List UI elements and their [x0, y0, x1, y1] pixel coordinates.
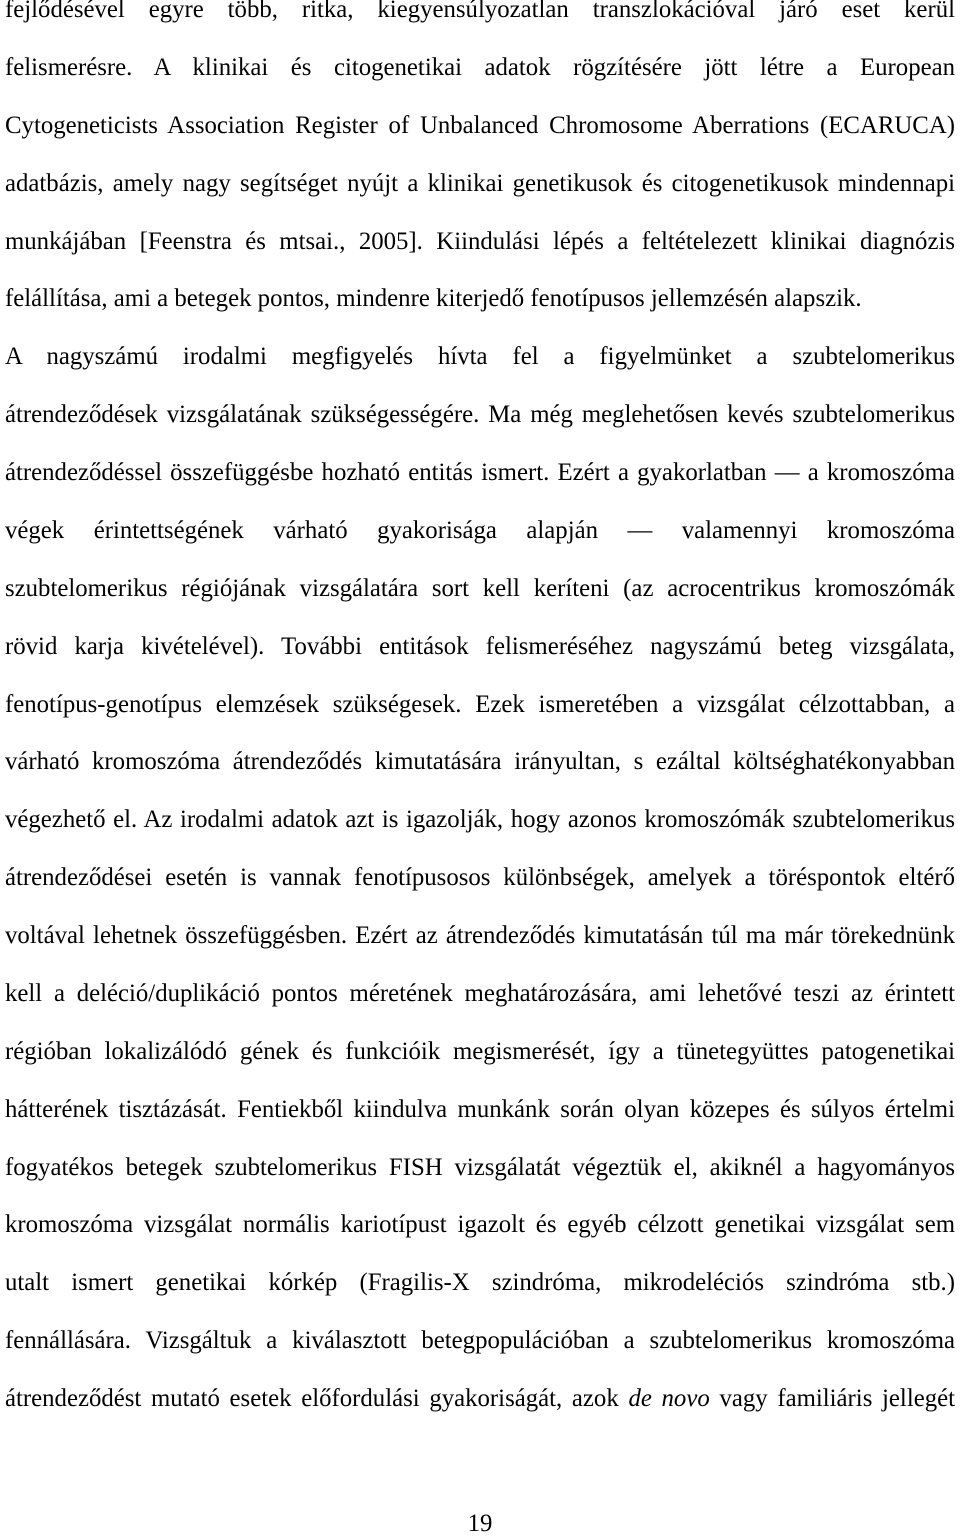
- italic-emphasis: de novo: [628, 1386, 710, 1412]
- text-line: végek érintettségének várható gyakorisága alapján — valamennyi kromoszóma: [5, 517, 955, 544]
- text-line: átrendeződései esetén is vannak fenotípusosos különbségek, amelyek a töréspontok eltérő: [5, 865, 955, 892]
- text-line: munkájában [Feenstra és mtsai., 2005]. Kiindulási lépés a feltételezett klinikai diagnózis: [5, 228, 955, 255]
- text-line: kromoszóma vizsgálat normális kariotípust igazolt és egyéb célzott genetikai vizsgálat sem: [5, 1212, 955, 1239]
- text-segment: vagy familiáris jellegét: [719, 1386, 955, 1412]
- text-line: fenotípus-genotípus elemzések szükségesek. Ezek ismeretében a vizsgálat célzottabban, a: [5, 691, 955, 718]
- text-line: utalt ismert genetikai kórkép (Fragilis-X szindróma, mikrodeléciós szindróma stb.): [5, 1270, 955, 1297]
- text-line: fejlődésével egyre több, ritka, kiegyensúlyozatlan transzlokációval járó eset kerül: [5, 0, 955, 23]
- text-line: fennállására. Vizsgáltuk a kiválasztott betegpopulációban a szubtelomerikus kromoszóma: [5, 1328, 955, 1355]
- text-line: A nagyszámú irodalmi megfigyelés hívta fel a figyelmünket a szubtelomerikus: [5, 344, 955, 371]
- text-line: végezhető el. Az irodalmi adatok azt is igazolják, hogy azonos kromoszómák szubtelomerikus: [5, 807, 955, 834]
- text-line: voltával lehetnek összefüggésben. Ezért az átrendeződés kimutatásán túl ma már törekednünk: [5, 923, 955, 949]
- text-line: [5, 1386, 955, 1444]
- text-line: felismerésre. A klinikai és citogenetikai adatok rögzítésére jött létre a European: [5, 54, 955, 81]
- page-number: 19: [467, 1510, 493, 1537]
- text-line: régióban lokalizálódó gének és funkcióik megismerését, így a tünetegyüttes patogenetikai: [5, 1038, 955, 1065]
- text-line: kell a deléció/duplikáció pontos méretének meghatározására, ami lehetővé teszi az érintett: [5, 980, 955, 1007]
- text-line: átrendeződéssel összefüggésbe hozható entitás ismert. Ezért a gyakorlatban — a kromoszóma: [5, 460, 955, 486]
- text-line: Cytogeneticists Association Register of Unbalanced Chromosome Aberrations (ECARUCA): [5, 112, 955, 139]
- text-segment: átrendeződést mutató esetek előfordulási gyakoriságát, azok: [5, 1386, 619, 1412]
- text-line: fogyatékos betegek szubtelomerikus FISH vizsgálatát végeztük el, akiknél a hagyományos: [5, 1154, 955, 1181]
- text-line: rövid karja kivételével). További entitások felismeréséhez nagyszámú beteg vizsgálata,: [5, 633, 955, 660]
- text-line: szubtelomerikus régiójának vizsgálatára sort kell keríteni (az acrocentrikus kromoszómák: [5, 575, 955, 602]
- text-line: felállítása, ami a betegek pontos, mindenre kiterjedő fenotípusos jellemzésén alapszik.: [5, 286, 862, 313]
- text-line: hátterének tisztázását. Fentiekből kiindulva munkánk során olyan közepes és súlyos értelmi: [5, 1096, 955, 1123]
- body-text: [5, 0, 955, 1444]
- text-line: átrendeződések vizsgálatának szükségességére. Ma még meglehetősen kevés szubtelomerikus: [5, 402, 955, 429]
- text-line: várható kromoszóma átrendeződés kimutatására irányultan, s ezáltal költséghatékonyabban: [5, 749, 955, 776]
- text-line: adatbázis, amely nagy segítséget nyújt a klinikai genetikusok és citogenetikusok mindennapi: [5, 170, 955, 197]
